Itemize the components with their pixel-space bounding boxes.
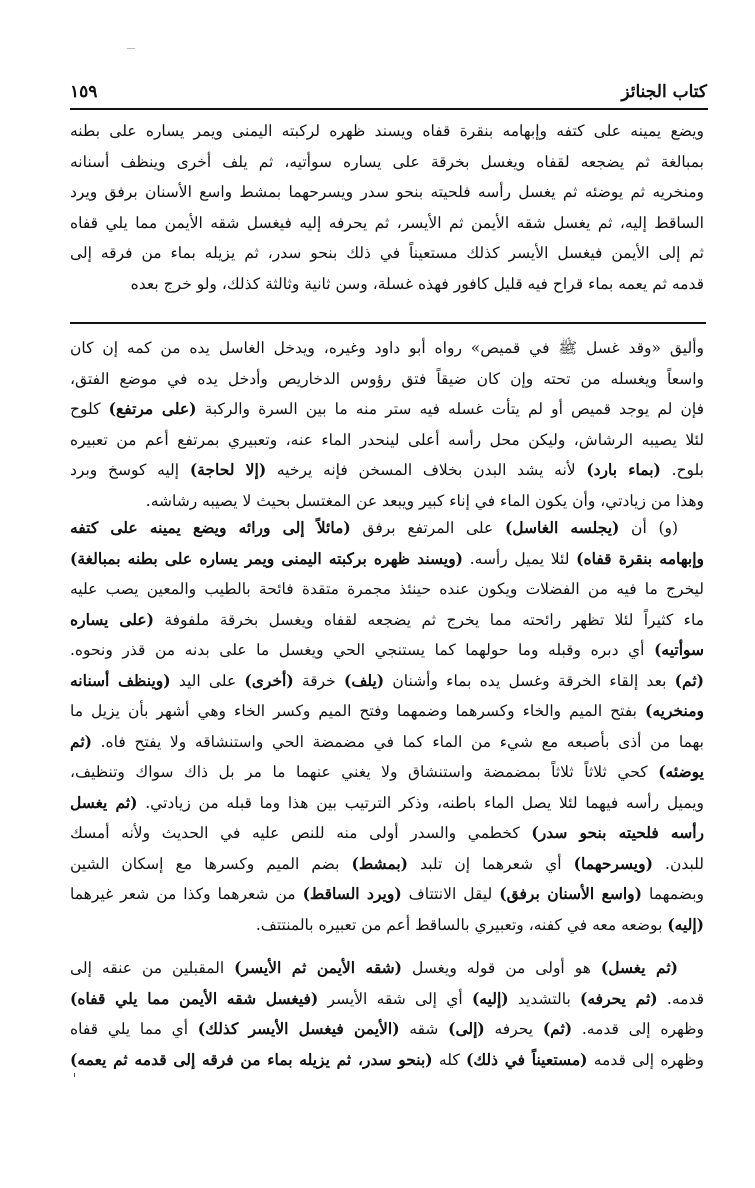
text-run: كخطمي والسدر أولى منه للنص عليه في الحديث ولأنه أمسك: [70, 824, 532, 842]
text-run: بعد إلقاء الخرقة وغسل يده بماء وأشنان: [384, 671, 675, 690]
text-run: قدمه ثم يعمه بماء قراح فيه قليل كافور فهذه غسلة، وسن ثانية وثالثة كذلك، ولو خرج بعده: [130, 274, 704, 293]
text-line: [70, 635, 704, 666]
matn-text: [70, 116, 704, 299]
text-run: كله: [432, 1050, 466, 1069]
text-run: وبضمهما: [641, 885, 704, 903]
text-run: ليقل الانتتاف: [401, 885, 500, 903]
text-run: لئلا يميل رأسه.: [463, 549, 577, 568]
text-line: [70, 177, 704, 208]
text-run: هو أولى من قوله ويغسل: [402, 959, 601, 977]
text-run: أي إلى شقه الأيسر: [318, 989, 472, 1008]
text-run: بفتح الميم والخاء وكسرهما وضمهما وفتح الميم وكسر الخاء وهي أشهر بأن يزيل ما: [70, 702, 646, 720]
scan-mark: [127, 48, 135, 49]
text-run: واسعاً ويغسله من تحته وإن كان ضيقاً فتق رؤوس الدخاريص وأدخل يده في موضع الفتق،: [70, 369, 704, 388]
text-line: [70, 574, 704, 605]
sharh-paragraph-2: [70, 513, 704, 940]
matn-quote-bold: (واسع الأسنان برفق): [499, 884, 642, 903]
matn-quote-bold: (أخرى): [244, 670, 294, 690]
matn-quote-bold: (بماء بارد): [586, 460, 661, 479]
text-line: [70, 605, 704, 636]
text-line: [70, 238, 704, 269]
text-line: [70, 208, 704, 239]
text-line: [70, 425, 704, 456]
text-run: كلوح: [70, 400, 109, 418]
text-line: [70, 333, 704, 364]
matn-quote-bold: (ويرد الساقط): [302, 884, 402, 903]
matn-quote-bold: (يلف): [343, 670, 385, 690]
text-run: على المرتفع برفق: [350, 519, 505, 537]
text-line: [70, 818, 704, 849]
text-line: [70, 879, 704, 910]
text-run: ويميل رأسه فيهما لئلا يصل الماء باطنه، وذكر الترتيب بين هذا وما قبله من زيادتي.: [137, 793, 704, 812]
text-run: وظهره إلى قدمه.: [572, 1020, 704, 1038]
matn-quote-bold: (مستعيناً في ذلك): [465, 1049, 588, 1069]
matn-quote-bold: (ثم يحرفه): [580, 988, 658, 1008]
text-line: [70, 984, 704, 1015]
text-run: قدمه.: [657, 989, 704, 1008]
matn-quote-bold: (بمشط): [351, 853, 408, 873]
text-run: ماء كثيراً لئلا تظهر رائحته مما يخرج ثم يضجعه لقفاه ويغسل بخرقة ملفوفة: [153, 610, 704, 629]
text-run: من شعرهما وكذا من شعر غيرهما: [70, 885, 303, 903]
text-run: كحي ثلاثاً ثلاثاً بمضمضة واستنشاق ولا يغني عنهما ما مر بل ذاك سواك وتنظيف،: [70, 763, 659, 781]
matn-quote-bold: يوضئه): [658, 762, 704, 781]
matn-quote-bold: (ثم يغسل): [600, 958, 678, 977]
matn-quote-bold: ومنخريه): [645, 701, 704, 720]
text-line: [70, 788, 704, 819]
matn-quote-bold: (إليه): [667, 914, 704, 934]
matn-quote-bold: (ثم): [674, 670, 704, 690]
scan-speck: [74, 1073, 75, 1077]
text-line: [70, 269, 704, 300]
text-run: فإن لم يوجد قميص أو لم يتأت غسله فيه ستر منه ما بين السرة والركبة: [196, 400, 704, 418]
text-run: خرقة: [293, 671, 344, 690]
text-run: أي دبره وقبله وما حولهما كما يستنجي الحي ويغسل ما على بدنه من قذر ونحوه.: [70, 641, 655, 659]
matn-quote-bold: (إليه): [471, 988, 509, 1008]
matn-quote-bold: (ثم: [70, 731, 92, 751]
matn-quote-bold: (بنحو سدر، ثم يزيله بماء من فرقه إلى قدمه ثم يعمه): [70, 1049, 433, 1069]
text-run: بمبالغة ثم يضجعه لقفاه ويغسل بخرقة على يساره سوأتيه، ثم يلف أخرى وينظف أسنانه: [70, 152, 704, 171]
text-line: [70, 455, 704, 486]
text-run: إليه كوسخ وبرد: [70, 461, 190, 479]
text-run: بلوح.: [660, 461, 704, 479]
sharh-paragraph-3: [70, 953, 704, 1075]
text-run: لئلا يصيبه الرشاش، وليكن محل رأسه أعلى لينحدر الماء عنه، وتعبيري بمرتفع أعم من تعبيره: [70, 430, 704, 449]
text-run: المقبلين من عنقه إلى: [70, 959, 235, 977]
matn-quote-bold: (على مرتفع): [108, 399, 197, 418]
text-line: [70, 513, 704, 544]
text-line: [70, 116, 704, 147]
text-line: [70, 910, 704, 941]
text-line: [70, 147, 704, 178]
matn-quote-bold: (ثم يغسل: [70, 792, 138, 812]
chapter-title: كتاب الجنائز: [621, 82, 707, 102]
text-line: [70, 1045, 704, 1076]
matn-sharh-separator: [70, 322, 706, 324]
matn-quote-bold: (مائلاً إلى ورائه ويضع يمينه على كتفه: [70, 518, 351, 537]
sharh-paragraph-1: [70, 333, 704, 516]
text-line: [70, 757, 704, 788]
text-line: [70, 394, 704, 425]
text-run: يحرفه: [484, 1020, 543, 1038]
matn-quote-bold: (ثم): [542, 1019, 573, 1038]
matn-quote-bold: (ويسند ظهره بركبته اليمنى ويمر يساره على بطنه بمبالغة): [70, 548, 464, 568]
text-run: الساقط إليه، ثم يغسل شقه الأيمن ثم الأيسر، ثم يحرفه إليه فيغسل شقه الأيمن مما يلي قفاه: [70, 213, 704, 232]
header-rule: [70, 108, 708, 110]
text-run: أي شعرهما إن تلبد: [408, 854, 574, 873]
matn-quote-bold: (الأيمن فيغسل الأيسر كذلك): [197, 1019, 400, 1038]
text-run: لأنه يشد البدن بخلاف المسخن فإنه يرخيه: [266, 461, 587, 479]
text-run: أي مما يلي قفاه: [70, 1020, 198, 1038]
text-line: [70, 486, 704, 517]
text-run: ثم إلى الأيمن فيغسل الأيسر كذلك مستعيناً في ذلك بنحو سدر، ثم يزيله بماء من فرقه إلى: [70, 244, 704, 262]
text-run: ومنخريه ثم يوضئه ثم يغسل رأسه فلحيته بنحو سدر ويسرحهما بمشط واسع الأسنان برفق ويرد: [70, 183, 704, 201]
text-run: بوضعه معه في كفنه، وتعبيري بالساقط أعم من تعبيره بالمنتتف.: [255, 915, 668, 934]
matn-quote-bold: (ويسرحهما): [573, 853, 653, 873]
matn-quote-bold: (إلى): [448, 1019, 485, 1038]
matn-quote-bold: وإبهامه بنقرة قفاه): [576, 548, 704, 568]
text-run: وهذا من زيادتي، وأن يكون الماء في إناء كبير ويبعد عن المغتسل بحيث لا يصيبه رشاشه.: [145, 491, 704, 510]
matn-quote-bold: (شقه الأيمن ثم الأيسر): [234, 958, 402, 977]
text-run: شقه: [399, 1020, 449, 1038]
text-line: [70, 849, 704, 880]
matn-quote-bold: سوأتيه): [654, 640, 704, 659]
page-number: ١٥٩: [70, 82, 98, 102]
text-run: وظهره إلى قدمه: [587, 1050, 704, 1069]
text-line: [70, 364, 704, 395]
matn-quote-bold: (يجلسه الغاسل): [504, 518, 620, 537]
text-line: [70, 1014, 704, 1045]
text-line: [70, 696, 704, 727]
text-line: [70, 544, 704, 575]
matn-quote-bold: (إلا لحاجة): [189, 460, 267, 479]
text-run: ويضع يمينه على كتفه وإبهامه بنقرة قفاه ويسند ظهره لركبته اليمنى ويمر يساره على بطنه: [70, 122, 704, 140]
text-line: [70, 727, 704, 758]
text-run: (و) أن: [619, 519, 679, 537]
text-run: بضم الميم وكسرها مع إسكان الشين: [70, 854, 352, 873]
text-run: وأليق «وقد غسل ﷺ في قميص» رواه أبو داود وغيره، ويدخل الغاسل يده من كمه إن كان: [70, 339, 704, 357]
running-header: [70, 76, 707, 102]
text-line: [70, 953, 704, 984]
text-run: بالتشديد: [508, 989, 581, 1008]
text-run: على اليد: [170, 671, 245, 690]
matn-quote-bold: (وينظف أسنانه: [70, 670, 171, 690]
text-run: للبدن.: [652, 854, 704, 873]
matn-quote-bold: رأسه فلحيته بنحو سدر): [531, 823, 704, 842]
matn-quote-bold: (على يساره: [70, 609, 154, 629]
matn-quote-bold: (فيغسل شقه الأيمن مما يلي قفاه): [70, 988, 319, 1008]
text-run: بهما من أذى بأصبعه مع شيء من الماء كما في مضمضة الحي واستنشاقه ولا يفتح فاه.: [91, 732, 704, 751]
text-run: ليخرج ما فيه من الفضلات ويكون عنده حينئذ مجمرة متقدة فائحة بالطيب والمعين يصب عليه: [70, 580, 704, 598]
text-line: [70, 666, 704, 697]
